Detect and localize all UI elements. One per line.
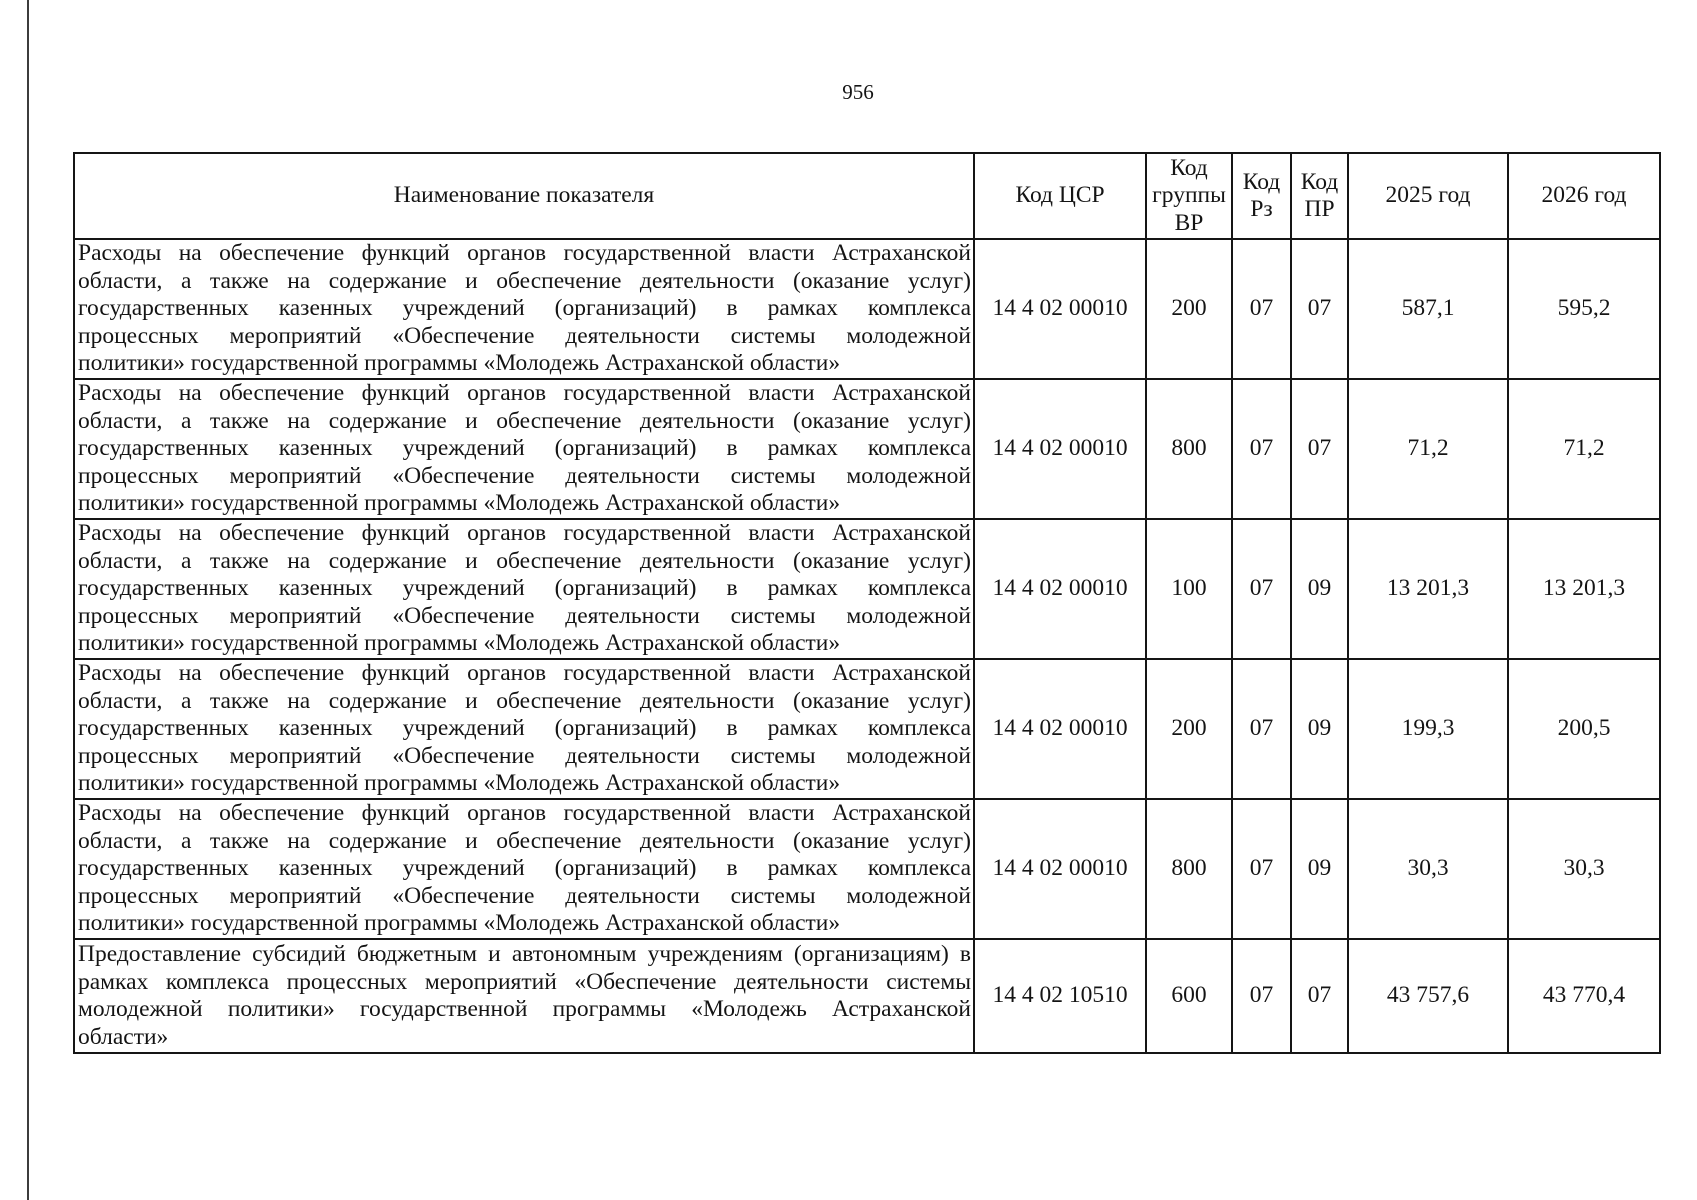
csr-code-cell: 14 4 02 10510 bbox=[974, 939, 1146, 1053]
indicator-name-line: Расходы на обеспечение функций органов государственной власти Астраханской bbox=[78, 800, 971, 827]
indicator-name-line: области» bbox=[78, 1023, 169, 1050]
vr-code-cell: 800 bbox=[1146, 799, 1232, 939]
indicator-name-line: области, а также на содержание и обеспечение деятельности (оказание услуг) bbox=[78, 407, 971, 434]
csr-code-cell: 14 4 02 00010 bbox=[974, 659, 1146, 799]
table-row bbox=[74, 379, 1660, 519]
indicator-name-line: процессных мероприятий «Обеспечение деятельности системы молодежной bbox=[78, 462, 971, 489]
page-number: 956 bbox=[842, 80, 874, 104]
rz-code-cell: 07 bbox=[1232, 519, 1291, 659]
amount-2026-cell: 200,5 bbox=[1508, 659, 1660, 799]
indicator-name-line: Расходы на обеспечение функций органов государственной власти Астраханской bbox=[78, 520, 971, 547]
table-header-row bbox=[74, 153, 1660, 239]
vr-code-cell: 100 bbox=[1146, 519, 1232, 659]
indicator-name-cell bbox=[74, 239, 974, 379]
csr-code-cell: 14 4 02 00010 bbox=[974, 379, 1146, 519]
rz-code-cell: 07 bbox=[1232, 799, 1291, 939]
indicator-name-line: политики» государственной программы «Молодежь Астраханской области» bbox=[78, 490, 841, 517]
indicator-name-line: государственных казенных учреждений (организаций) в рамках комплекса bbox=[78, 715, 971, 742]
rz-code-cell: 07 bbox=[1232, 239, 1291, 379]
indicator-name-line: процессных мероприятий «Обеспечение деятельности системы молодежной bbox=[78, 602, 971, 629]
table-row bbox=[74, 939, 1660, 1053]
amount-2025-cell: 13 201,3 bbox=[1348, 519, 1508, 659]
indicator-name-line: государственных казенных учреждений (организаций) в рамках комплекса bbox=[78, 435, 971, 462]
pr-code-cell: 07 bbox=[1291, 379, 1348, 519]
indicator-name-line: Предоставление субсидий бюджетным и автономным учреждениям (организациям) в bbox=[78, 941, 971, 967]
scan-binding-edge-line bbox=[27, 0, 29, 1200]
indicator-name-cell bbox=[74, 519, 974, 659]
col-header-pr-code: Код ПР bbox=[1291, 153, 1348, 239]
pr-code-cell: 09 bbox=[1291, 659, 1348, 799]
amount-2025-cell: 587,1 bbox=[1348, 239, 1508, 379]
indicator-name-line: области, а также на содержание и обеспечение деятельности (оказание услуг) bbox=[78, 267, 971, 294]
vr-code-cell: 800 bbox=[1146, 379, 1232, 519]
csr-code-cell: 14 4 02 00010 bbox=[974, 239, 1146, 379]
rz-code-cell: 07 bbox=[1232, 379, 1291, 519]
col-header-rz-code: Код Рз bbox=[1232, 153, 1291, 239]
amount-2026-cell: 43 770,4 bbox=[1508, 939, 1660, 1053]
indicator-name-line: политики» государственной программы «Молодежь Астраханской области» bbox=[78, 770, 841, 797]
indicator-name-cell bbox=[74, 799, 974, 939]
vr-code-cell: 200 bbox=[1146, 659, 1232, 799]
table-row bbox=[74, 799, 1660, 939]
indicator-name-line: молодежной политики» государственной программы «Молодежь Астраханской bbox=[78, 996, 971, 1022]
indicator-name-line: процессных мероприятий «Обеспечение деятельности системы молодежной bbox=[78, 322, 971, 349]
pr-code-cell: 07 bbox=[1291, 239, 1348, 379]
indicator-name-line: области, а также на содержание и обеспечение деятельности (оказание услуг) bbox=[78, 547, 971, 574]
indicator-name-line: процессных мероприятий «Обеспечение деятельности системы молодежной bbox=[78, 882, 971, 909]
indicator-name-line: Расходы на обеспечение функций органов государственной власти Астраханской bbox=[78, 660, 971, 687]
amount-2025-cell: 43 757,6 bbox=[1348, 939, 1508, 1053]
indicator-name-line: рамках комплекса процессных мероприятий «Обеспечение деятельности системы bbox=[78, 968, 971, 995]
amount-2025-cell: 71,2 bbox=[1348, 379, 1508, 519]
indicator-name-cell bbox=[74, 659, 974, 799]
indicator-name-line: политики» государственной программы «Молодежь Астраханской области» bbox=[78, 350, 841, 377]
indicator-name-line: государственных казенных учреждений (организаций) в рамках комплекса bbox=[78, 855, 971, 882]
pr-code-cell: 09 bbox=[1291, 519, 1348, 659]
indicator-name-line: политики» государственной программы «Молодежь Астраханской области» bbox=[78, 910, 841, 937]
csr-code-cell: 14 4 02 00010 bbox=[974, 519, 1146, 659]
pr-code-cell: 07 bbox=[1291, 939, 1348, 1053]
amount-2026-cell: 595,2 bbox=[1508, 239, 1660, 379]
csr-code-cell: 14 4 02 00010 bbox=[974, 799, 1146, 939]
col-header-2026: 2026 год bbox=[1508, 153, 1660, 239]
indicator-name-cell bbox=[74, 939, 974, 1053]
table-row bbox=[74, 239, 1660, 379]
indicator-name-cell bbox=[74, 379, 974, 519]
amount-2026-cell: 71,2 bbox=[1508, 379, 1660, 519]
col-header-vr-code: Код группы ВР bbox=[1146, 153, 1232, 239]
indicator-name-line: политики» государственной программы «Молодежь Астраханской области» bbox=[78, 630, 841, 657]
indicator-name-line: Расходы на обеспечение функций органов государственной власти Астраханской bbox=[78, 240, 971, 267]
indicator-name-line: процессных мероприятий «Обеспечение деятельности системы молодежной bbox=[78, 742, 971, 769]
vr-code-cell: 200 bbox=[1146, 239, 1232, 379]
pr-code-cell: 09 bbox=[1291, 799, 1348, 939]
rz-code-cell: 07 bbox=[1232, 939, 1291, 1053]
budget-table bbox=[73, 152, 1661, 1054]
indicator-name-line: государственных казенных учреждений (организаций) в рамках комплекса bbox=[78, 295, 971, 322]
indicator-name-line: государственных казенных учреждений (организаций) в рамках комплекса bbox=[78, 575, 971, 602]
table-row bbox=[74, 519, 1660, 659]
indicator-name-line: Расходы на обеспечение функций органов государственной власти Астраханской bbox=[78, 380, 971, 407]
col-header-csr-code: Код ЦСР bbox=[974, 153, 1146, 239]
vr-code-cell: 600 bbox=[1146, 939, 1232, 1053]
indicator-name-line: области, а также на содержание и обеспечение деятельности (оказание услуг) bbox=[78, 827, 971, 854]
col-header-indicator-name: Наименование показателя bbox=[74, 153, 974, 239]
indicator-name-line: области, а также на содержание и обеспечение деятельности (оказание услуг) bbox=[78, 687, 971, 714]
amount-2026-cell: 30,3 bbox=[1508, 799, 1660, 939]
amount-2025-cell: 199,3 bbox=[1348, 659, 1508, 799]
col-header-2025: 2025 год bbox=[1348, 153, 1508, 239]
rz-code-cell: 07 bbox=[1232, 659, 1291, 799]
table-row bbox=[74, 659, 1660, 799]
amount-2025-cell: 30,3 bbox=[1348, 799, 1508, 939]
amount-2026-cell: 13 201,3 bbox=[1508, 519, 1660, 659]
